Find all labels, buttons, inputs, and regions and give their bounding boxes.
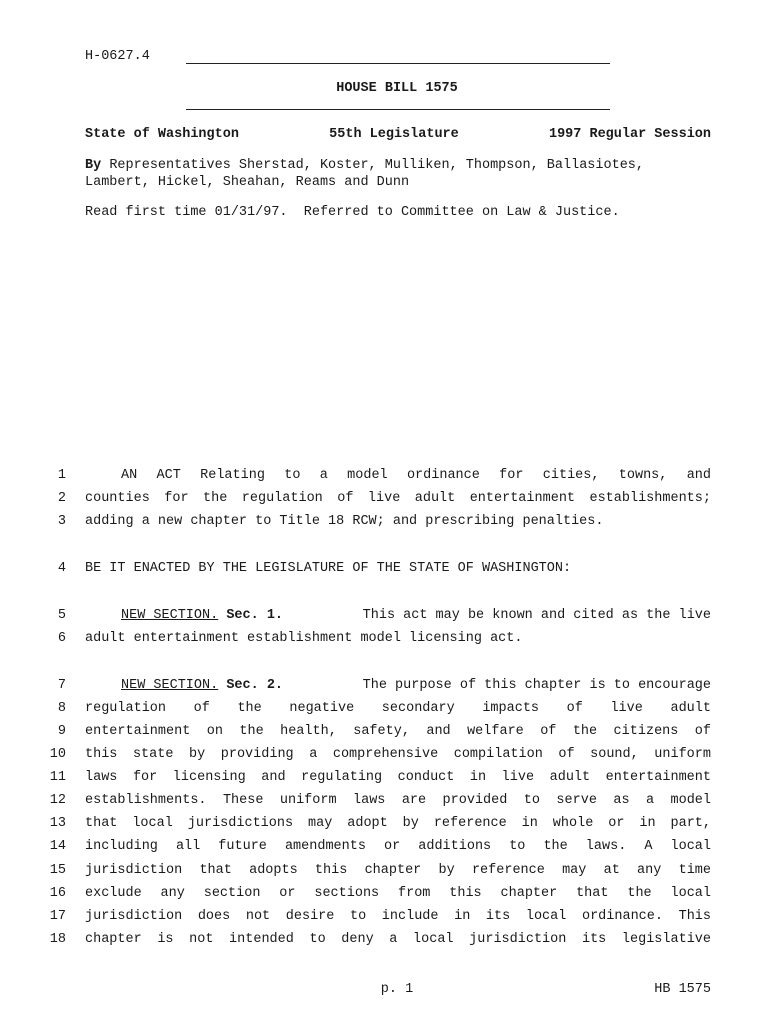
line-text: that local jurisdictions may adopt by reference in whole or in part,	[85, 816, 711, 831]
section-number: Sec. 2.	[226, 678, 284, 693]
line-text: adding a new chapter to Title 18 RCW; and prescribing penalties.	[85, 514, 604, 529]
line-text: chapter is not intended to deny a local jurisdiction its legislative	[85, 932, 711, 947]
line-number: 18	[49, 932, 66, 947]
bill-line	[0, 886, 770, 906]
bill-title: HOUSE BILL 1575	[336, 81, 458, 96]
line-number: 3	[57, 514, 66, 529]
line-text: including all future amendments or additions to the laws. A local	[85, 839, 711, 854]
line-text: exclude any section or sections from this chapter that the local	[85, 886, 711, 901]
new-section-label: NEW SECTION.	[121, 608, 219, 623]
read-first-time: Read first time 01/31/97. Referred to Committee on Law & Justice.	[85, 205, 620, 220]
line-text: adult entertainment establishment model licensing act.	[85, 631, 523, 646]
header-rule-top	[186, 63, 610, 64]
section-heading-line	[85, 678, 711, 693]
sponsors-text-1: Representatives Sherstad, Koster, Mulliken, Thompson, Ballasiotes,	[109, 158, 644, 173]
session: 1997 Regular Session	[548, 127, 711, 142]
line-number: 13	[49, 816, 66, 831]
state-name: State of Washington	[85, 127, 239, 142]
line-number: 17	[49, 909, 66, 924]
page-number: p. 1	[380, 982, 414, 997]
line-text: laws for licensing and regulating conduct in live adult entertainment	[85, 770, 711, 785]
section-heading-line	[85, 608, 711, 623]
line-number: 11	[49, 770, 66, 785]
by-label: By	[85, 158, 102, 173]
footer-bill-id: HB 1575	[654, 982, 711, 997]
line-number: 12	[49, 793, 66, 808]
bill-line	[0, 468, 770, 488]
bill-line	[0, 514, 770, 534]
bill-line	[0, 631, 770, 651]
line-number: 9	[57, 724, 66, 739]
enacting-clause: BE IT ENACTED BY THE LEGISLATURE OF THE STATE OF WASHINGTON:	[85, 561, 572, 576]
bill-line	[0, 747, 770, 767]
line-number: 14	[49, 839, 66, 854]
bill-line	[0, 608, 770, 628]
line-number: 6	[57, 631, 66, 646]
bill-line	[0, 770, 770, 790]
line-text: counties for the regulation of live adult entertainment establishments;	[85, 491, 711, 506]
legislature: 55th Legislature	[329, 127, 459, 142]
line-text: establishments. These uniform laws are provided to serve as a model	[85, 793, 711, 808]
bill-line	[0, 491, 770, 511]
line-text: this state by providing a comprehensive compilation of sound, uniform	[85, 747, 711, 762]
line-number: 8	[57, 701, 66, 716]
bill-line	[0, 793, 770, 813]
line-number: 10	[49, 747, 66, 762]
new-section-label: NEW SECTION.	[121, 678, 219, 693]
line-number: 1	[57, 468, 66, 483]
sponsors-line-2: Lambert, Hickel, Sheahan, Reams and Dunn	[85, 175, 410, 190]
document-id: H-0627.4	[85, 49, 150, 64]
line-text: jurisdiction does not desire to include in its local ordinance. This	[85, 909, 711, 924]
bill-line	[0, 863, 770, 883]
bill-line	[0, 909, 770, 929]
bill-line	[0, 678, 770, 698]
bill-line	[0, 561, 770, 581]
line-number: 7	[57, 678, 66, 693]
line-text: regulation of the negative secondary impacts of live adult	[85, 701, 711, 716]
line-text: jurisdiction that adopts this chapter by reference may at any time	[85, 863, 711, 878]
bill-line	[0, 932, 770, 952]
sponsors-line-1	[85, 158, 644, 173]
line-number: 15	[49, 863, 66, 878]
section-number: Sec. 1.	[226, 608, 284, 623]
bill-line	[0, 816, 770, 836]
session-row	[85, 127, 711, 142]
line-number: 5	[57, 608, 66, 623]
header-rule-bottom	[186, 109, 610, 110]
line-text: This act may be known and cited as the live	[362, 608, 711, 623]
line-number: 4	[57, 561, 66, 576]
bill-line	[0, 701, 770, 721]
line-text: entertainment on the health, safety, and welfare of the citizens of	[85, 724, 711, 739]
line-text: The purpose of this chapter is to encourage	[362, 678, 711, 693]
line-number: 16	[49, 886, 66, 901]
line-number: 2	[57, 491, 66, 506]
line-text: AN ACT Relating to a model ordinance for cities, towns, and	[121, 468, 711, 483]
bill-line	[0, 724, 770, 744]
bill-line	[0, 839, 770, 859]
